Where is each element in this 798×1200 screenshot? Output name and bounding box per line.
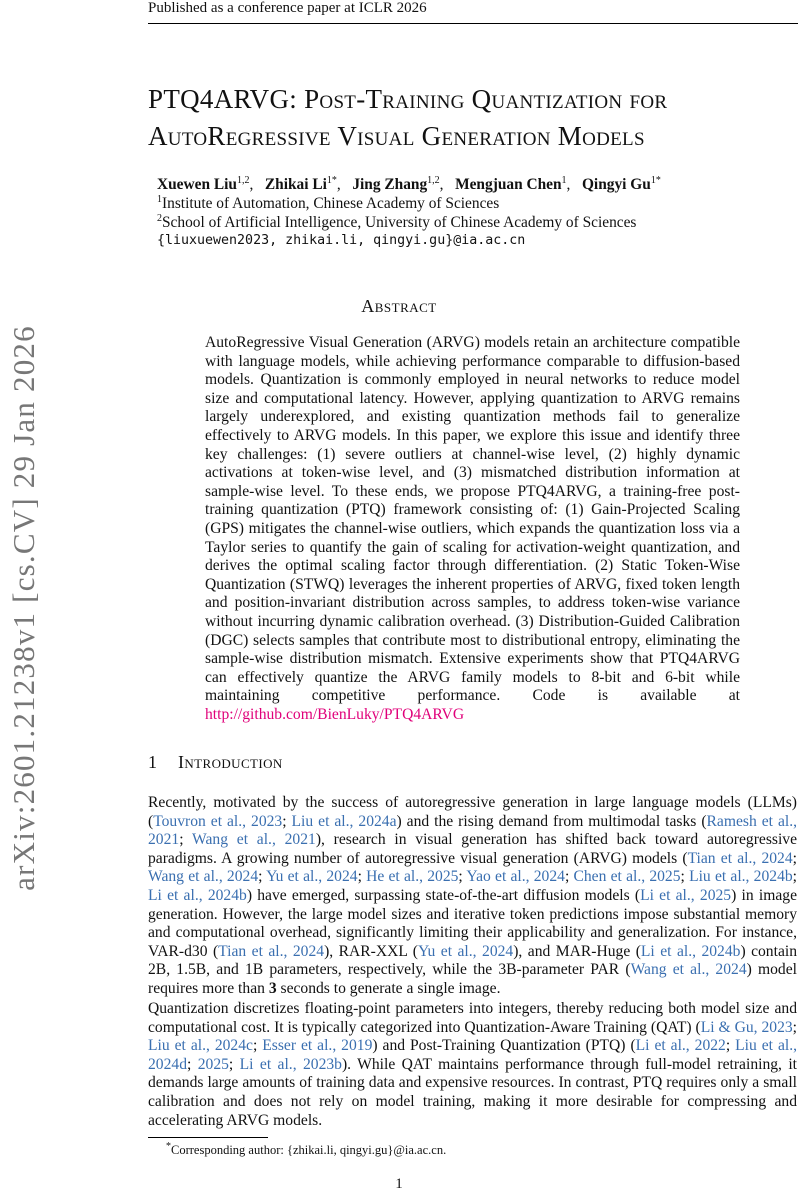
citation-link[interactable]: Ramesh et al., 2021 bbox=[148, 812, 797, 849]
body-text: ), RAR-XXL ( bbox=[324, 942, 418, 960]
author-affil-mark: 1* bbox=[326, 175, 337, 186]
body-text: ). While QAT maintains performance through full-model retraining, it demands large amounts of training data and expensive resources. In contrast, PTQ requires only a small calibration and does not rely on model training, making it more desirable for compressing and accelerating ARVG models. bbox=[148, 1055, 797, 1129]
abstract-text: AutoRegressive Visual Generation (ARVG) models retain an architecture compatible with language models, while achieving performance comparable to diffusion-based models. Quantization is commonly employed in neural networks to reduce model size and computational latency. However, applying quantization to ARVG remains largely underexplored, and existing quantization methods fail to generalize effectively to ARVG models. In this paper, we explore this issue and identify three key challenges: (1) severe outliers at channel-wise level, (2) highly dynamic activations at token-wise level, and (3) mismatched distribution information at sample-wise level. To these ends, we propose PTQ4ARVG, a training-free post-training quantization (PTQ) framework consisting of: (1) Gain-Projected Scaling (GPS) mitigates the channel-wise outliers, which expands the quantization loss via a Taylor series to quantify the gain of scaling for activation-weight quantization, and derives the optimal scaling factor through differentiation. (2) Static Token-Wise Quantization (STWQ) leverages the inherent properties of ARVG, fixed token length and position-invariant distribution across samples, to address token-wise variance without incurring dynamic calibration overhead. (3) Distribution-Guided Calibration (DGC) selects samples that contribute most to distributional entropy, eliminating the sample-wise distribution mismatch. Extensive experiments show that PTQ4ARVG can effectively quantize the ARVG family models to 8-bit and 6-bit while maintaining competitive performance. Code is available at bbox=[205, 334, 740, 705]
citation-link[interactable]: 2025 bbox=[197, 1055, 229, 1073]
author-name: Zhikai Li bbox=[264, 176, 327, 194]
abstract-heading: Abstract bbox=[361, 296, 437, 316]
section-heading bbox=[148, 752, 283, 773]
body-text: ) model requires more than bbox=[148, 961, 797, 997]
body-text: ) and the rising demand from multimodal tasks ( bbox=[396, 812, 707, 830]
author-name: Mengjuan Chen bbox=[455, 176, 562, 194]
author-name: Jing Zhang bbox=[352, 176, 428, 194]
citation-link[interactable]: Li et al., 2025 bbox=[640, 886, 732, 904]
citation-link[interactable]: Yu et al., 2024 bbox=[266, 868, 358, 886]
section-number: 1 bbox=[148, 752, 158, 772]
bold-number: 3 bbox=[268, 979, 277, 997]
citation-link[interactable]: Yu et al., 2024 bbox=[418, 942, 514, 960]
body-text: seconds to generate a single image. bbox=[276, 979, 501, 997]
citation-link[interactable]: Tian et al., 2024 bbox=[687, 849, 793, 867]
body-text: ), research in visual generation has shifted back toward autoregressive paradigms. A growing number of autoregressive visual generation (ARVG) models ( bbox=[148, 831, 798, 867]
body-text: ; bbox=[179, 831, 193, 849]
body-text: ; bbox=[680, 868, 690, 886]
author-emails: {liuxuewen2023, zhikai.li, qingyi.gu}@ia.ac.cn bbox=[157, 233, 526, 248]
affiliation bbox=[157, 194, 499, 213]
header-rule bbox=[148, 23, 798, 24]
running-header: Published as a conference paper at ICLR 2026 bbox=[148, 0, 427, 16]
citation-link[interactable]: Li et al., 2023b bbox=[239, 1055, 342, 1073]
body-text: ) and Post-Training Quantization (PTQ) ( bbox=[372, 1037, 636, 1055]
code-link[interactable]: http://github.com/BienLuky/PTQ4ARVG bbox=[205, 705, 465, 723]
author-affil-mark: 1 bbox=[561, 175, 567, 186]
citation-link[interactable]: Li et al., 2024b bbox=[640, 942, 741, 960]
citation-link[interactable]: Li et al., 2024b bbox=[148, 886, 247, 904]
author-name: Qingyi Gu bbox=[581, 176, 651, 194]
affiliation-mark: 1 bbox=[157, 194, 162, 205]
author-affil-mark: 1* bbox=[650, 175, 661, 186]
page-number: 1 bbox=[395, 1176, 403, 1192]
author-name: Xuewen Liu bbox=[157, 176, 237, 194]
intro-paragraph-1 bbox=[148, 794, 797, 999]
author-affil-mark: 1,2 bbox=[236, 175, 250, 186]
body-text: Recently, motivated by the success of autoregressive generation in large language models (LLMs) ( bbox=[148, 794, 797, 830]
citation-link[interactable]: He et al., 2025 bbox=[366, 868, 459, 886]
citation-link[interactable]: Li et al., 2022 bbox=[635, 1037, 726, 1055]
body-text: ; bbox=[792, 868, 798, 886]
title-line-1: PTQ4ARVG: Post-Training Quantization for bbox=[148, 84, 668, 114]
body-text: ; bbox=[725, 1037, 736, 1055]
citation-link[interactable]: Chen et al., 2025 bbox=[573, 868, 681, 886]
citation-link[interactable]: Liu et al., 2024b bbox=[689, 868, 793, 886]
citation-link[interactable]: Yao et al., 2024 bbox=[466, 868, 565, 886]
body-text: ; bbox=[458, 868, 467, 886]
body-text: ) contain 2B, 1.5B, and 1B parameters, respectively, while the 3B-parameter PAR ( bbox=[148, 942, 797, 979]
citation-link[interactable]: Esser et al., 2019 bbox=[262, 1037, 373, 1055]
citation-link[interactable]: Tian et al., 2024 bbox=[218, 942, 325, 960]
body-text: Quantization discretizes floating-point parameters into integers, thereby reducing both model size and computational cost. It is typically categorized into Quantization-Aware Training (QAT) ( bbox=[148, 1000, 797, 1036]
body-text: ; bbox=[792, 1018, 798, 1036]
section-title: Introduction bbox=[178, 752, 283, 772]
body-text: ; bbox=[258, 868, 267, 886]
body-text: ; bbox=[564, 868, 574, 886]
intro-paragraph-2 bbox=[148, 1000, 797, 1130]
body-text: ), and MAR-Huge ( bbox=[513, 942, 641, 960]
arxiv-stamp: arXiv:2601.21238v1 [cs.CV] 29 Jan 2026 bbox=[6, 325, 41, 891]
body-text: ; bbox=[252, 1037, 263, 1055]
citation-link[interactable]: Li & Gu, 2023 bbox=[700, 1018, 793, 1036]
citation-link[interactable]: Wang et al., 2024 bbox=[148, 868, 259, 886]
body-text: ; bbox=[186, 1055, 198, 1073]
citation-link[interactable]: Wang et al., 2021 bbox=[192, 831, 316, 849]
body-text: ) in image generation. However, the large model sizes and iterative token predictions impose substantial memory and computational overhead, significantly limiting their applicability and generalization. For instance, VAR-d30 ( bbox=[148, 886, 797, 960]
body-text: ; bbox=[228, 1055, 240, 1073]
affiliation-mark: 2 bbox=[157, 213, 162, 224]
body-text: ; bbox=[282, 812, 292, 830]
body-text: ) have emerged, surpassing state-of-the-art diffusion models ( bbox=[246, 886, 641, 904]
footnote-mark: * bbox=[166, 1141, 171, 1152]
author-affil-mark: 1,2 bbox=[427, 175, 440, 186]
author-list: Xuewen Liu$^{1,2}$, Zhikai $Li^{1*}$, Jing Zhang$^{1,2}$, Mengjuan Chen$^1$, Qingyi $Gu^{1*}$ bbox=[157, 175, 661, 194]
citation-link[interactable]: Liu et al., 2024a bbox=[291, 812, 397, 830]
citation-link[interactable]: Touvron et al., 2023 bbox=[153, 812, 283, 830]
abstract-body bbox=[205, 334, 740, 724]
footnote bbox=[166, 1141, 446, 1158]
paper-title bbox=[148, 83, 667, 153]
affiliation-text: School of Artificial Intelligence, University of Chinese Academy of Sciences bbox=[162, 214, 637, 232]
body-text: ; bbox=[357, 868, 367, 886]
citation-link[interactable]: Liu et al., 2024d bbox=[148, 1037, 798, 1073]
citation-link[interactable]: Wang et al., 2024 bbox=[630, 961, 747, 979]
affiliation bbox=[157, 213, 636, 232]
citation-link[interactable]: Liu et al., 2024c bbox=[148, 1037, 253, 1055]
footnote-rule bbox=[148, 1137, 268, 1138]
title-line-2: AutoRegressive Visual Generation Models bbox=[148, 121, 645, 151]
body-text: ; bbox=[792, 849, 797, 867]
affiliation-text: Institute of Automation, Chinese Academy of Sciences bbox=[162, 195, 500, 213]
footnote-text: Corresponding author: {zhikai.li, qingyi.gu}@ia.ac.cn. bbox=[171, 1143, 447, 1158]
